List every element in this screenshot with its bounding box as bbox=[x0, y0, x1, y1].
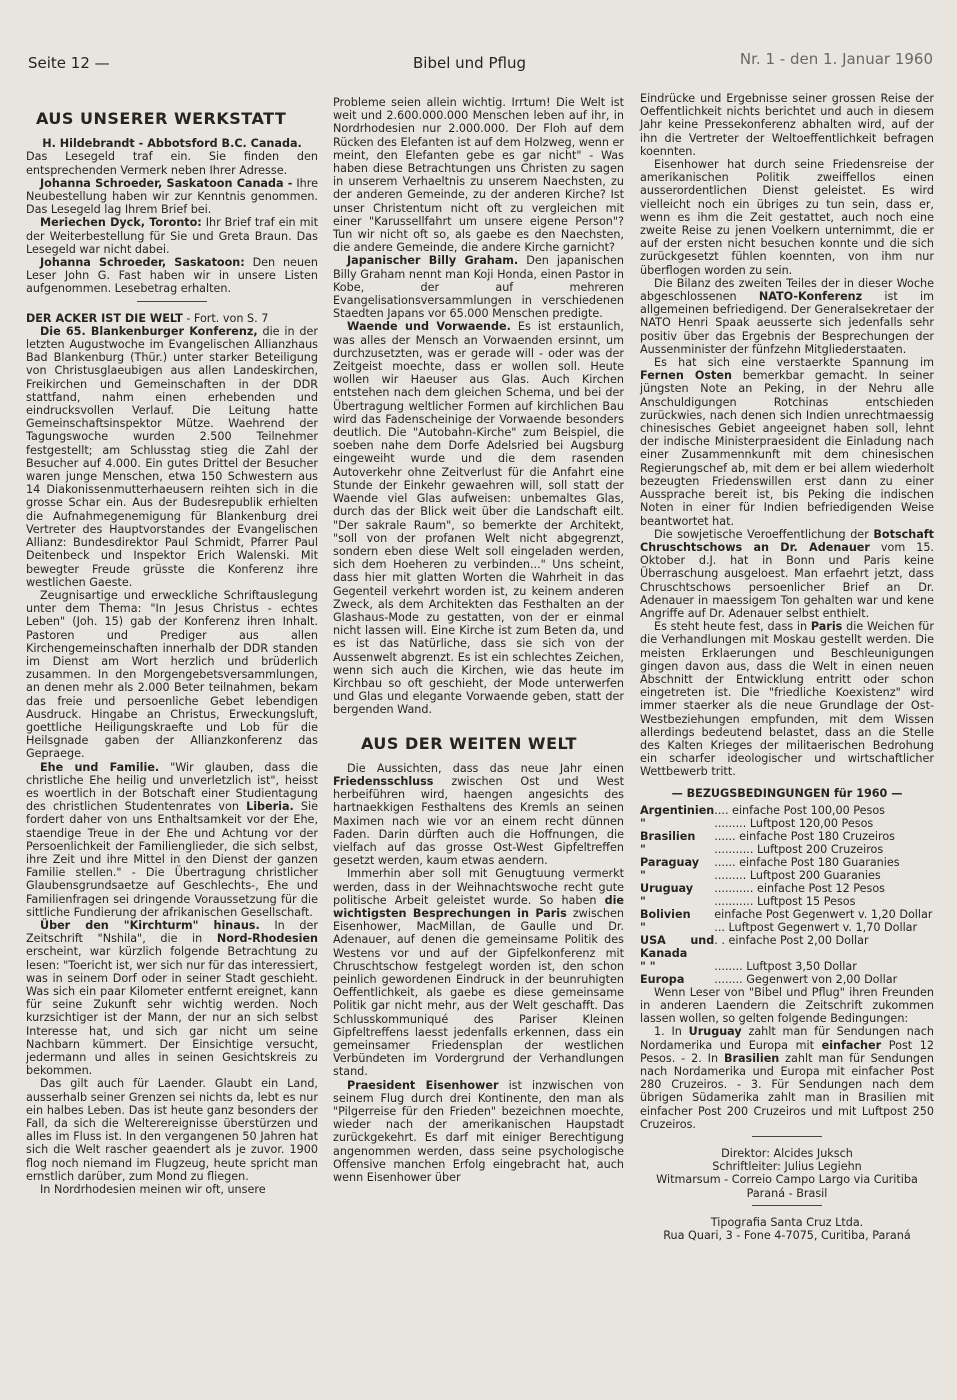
price-country: " bbox=[640, 894, 646, 908]
immerhin-paragraph: Immerhin aber soll mit Genugtuung vermerkt werden, dass in der Weihnachtswoche recht gute politische Arbeit geleistet wurde. So haben die wichtigsten Besprechungen in Paris zwischen Eisenhower, MacMillan, de Gaulle und Dr. Adenauer, auf denen die gemeinsame Politik des Westens vor und auf der Gipfelkonferenz mit Chruschtschow festgelegt worden ist, den schon peinlich gewordenen Eindruck in der beunruhigten Oeffentlichkeit, als gaebe es diese gemeinsame Politik gar nicht mehr, aus der Welt geschafft. Das Schlusskommuniqué des Pariser Kleinen Gipfeltreffens laesst jedenfalls erkennen, dass ein gemeinsamer Friedensplan der westlichen Verbündeten im Vordergrund der Verhandlungen stand. bbox=[333, 867, 625, 1079]
director-line: Direktor: Alcides Juksch bbox=[721, 1147, 853, 1160]
billy-graham-paragraph: Japanischer Billy Graham. Den japanischen Billy Graham nennt man Koji Honda, einen Pastor in Kobe, der auf mehreren Evangelisationsversammlungen in verschiedenen Staedten Japans vor 65.000 Menschen predigte. bbox=[333, 254, 625, 321]
price-country: Argentinien bbox=[640, 803, 715, 817]
address-line-2: Paraná - Brasil bbox=[746, 1186, 828, 1200]
blankenburg-paragraph: Die 65. Blankenburger Konferenz, die in der letzten Augustwoche im Evangelischen Allianzhaus Bad Blankenburg (Thür.) unter starker Beteiligung von Christusglaeubigen aus allen Landeskirchen, Freikirchen und Gemeinschaften in der DDR stattfand, nahm einen erhebenden und eindrucksvollen Verlauf. Die Leitung hatte Gemeinschaftsinspektor Mütze. Waehrend der Tagungswoche wurden 2.500 Teilnehmer festgestellt; am Schlusstag stieg die Zahl der Besucher auf 4.000. Ein gutes Drittel der Besucher waren junge Menschen, etwa 150 Schwestern aus 14 Diakonissenmutterhaeusern reihten sich in die grosse Schar ein. Aus der Budesrepublik erhielten die Aufnahmegenemigung für Blankenburg drei Vertreter des Hauptvorstandes der Evangelischen Allianz: Bundesdirektor Paul Schmidt, Pfarrer Paul Deitenbeck und Inspektor Erich Walenski. Mit bewegter Freude grüsste die Konferenz ihre westlichen Gaeste. bbox=[26, 324, 319, 589]
issue-date: Nr. 1 - den 1. Januar 1960 bbox=[739, 50, 933, 68]
conditions-paragraph: 1. In Uruguay zahlt man für Sendungen nach Nordamerika und Europa mit einfacher Post 12 Pesos. - 2. In Brasilien zahlt man für Sendungen nach Nordamerika und Europa mit einfacher Post 280 Cruzeiros. - 3. Für Sendungen nach dem übrigen Südamerika zahlt man in Brasilien mit einfacher Post 200 Cruzeiros und mit Luftpost 250 Cruzeiros. bbox=[640, 1025, 935, 1131]
price-text: ........ Gegenwert von 2,00 Dollar bbox=[714, 972, 898, 986]
page-number: Seite 12 — bbox=[28, 54, 110, 72]
separator-line bbox=[752, 1205, 822, 1206]
price-row bbox=[640, 830, 934, 843]
column-3 bbox=[640, 92, 934, 1242]
price-country: USA und Kanada bbox=[640, 933, 715, 960]
section-title-werkstatt: AUS UNSERER WERKSTATT bbox=[36, 109, 287, 128]
price-text: ........... Luftpost 200 Cruzeiros bbox=[714, 842, 884, 856]
acker-heading: DER ACKER IST DIE WELT - Fort. von S. 7 bbox=[26, 311, 269, 325]
price-country: Europa bbox=[640, 972, 685, 986]
botschaft-paragraph: Die sowjetische Veroeffentlichung der Botschaft Chruschtschows an Dr. Adenauer vom 15. Oktober d.J. hat in Bonn und Paris keine Überraschung ausgeloest. Man erfaehrt jetzt, dass Chruschtschows persoenlicher Brief an Dr. Adenauer in maessigem Ton gehalten war und kene Angriffe auf Dr. Adenauer selbst enthielt. bbox=[640, 527, 934, 620]
column-1 bbox=[26, 96, 318, 1196]
editor-line: Schriftleiter: Julius Legiehn bbox=[712, 1160, 862, 1174]
price-text: ........ Luftpost 3,50 Dollar bbox=[714, 959, 857, 973]
price-text: ......... Luftpost 120,00 Pesos bbox=[714, 816, 874, 830]
praesident-paragraph: Praesident Eisenhower ist inzwischen von seinem Flug durch drei Kontinente, den man als "Pilgerreise für den Frieden" bezeichnen moechte, wieder nach der amerikanischen Haupstadt zurückgekehrt. Es darf mit einiger Berechtigung angenommen werden, dass seine psychologische Offensive manchen Erfolg eingebracht hat, auch wenn Eisenhower über bbox=[333, 1078, 624, 1185]
leser-paragraph: Wenn Leser von "Bibel und Pflug" ihren Freunden in anderen Laendern die Zeitschrift zukommen lassen wollen, so gelten folgende Bedingungen: bbox=[640, 985, 934, 1026]
price-text: ... Luftpost Gegenwert v. 1,70 Dollar bbox=[714, 920, 918, 934]
waende-paragraph: Waende und Vorwaende. Es ist erstaunlich, was alles der Mensch an Vorwaenden ersinnt, um durchzusetzten, was er gerade will - oder was der Zeitgeist moechte, dass er wollen soll. Heute wollen wir Haeuser aus Glas. Auch Kirchen entstehen nach dem gleichen Schema, und bei der Übertragung weltlicher Formen auf kirchlichen Bau wird das Fadenscheinige der Vorwaende besonders deutlich. Die "Autobahn-Kirche" zum Beispiel, die soeben nahe dem Dorfe Adelsried bei Augsburg eingeweiht wurde und die dem rasenden Autoverkehr ohne Zeitverlust für die Anfahrt eine Stunde der Einkehr gewaehren will, soll statt der Waende viel Glas aufweisen: unbemaltes Glas, durch das der Blick weit über die Landschaft eilt. "Der sakrale Raum", so bemerkte der Architekt, "soll von der profanen Welt nicht abgegrenzt, sondern eben diese Welt soll eingeladen werden, sich dem Hoeheren zu verbinden..." Uns scheint, dass hier mit glatten Worten die Wahrheit in das Gegenteil verkehrt worden ist, zu keinem anderen Zweck, als dem Architekten das Festhalten an der Glashaus-Mode zu gestatten, von der er einmal nicht lassen will. Eine Kirche ist zum Beten da, und es ist das Natürliche, dass sie sich von der Aussenwelt abgrenzt. Es ist ein schlechtes Zeichen, wenn sich auch die Kirchen, wie das heute im Kirchbau so oft geschieht, der Mode unterwerfen und Glas und elegante Vorwaende geben, statt der bergenden Wand. bbox=[333, 320, 624, 717]
price-country: Uruguay bbox=[640, 881, 694, 895]
section-title-weiten-welt: AUS DER WEITEN WELT bbox=[361, 733, 577, 753]
separator-line bbox=[752, 1136, 822, 1137]
price-country: Brasilien bbox=[640, 829, 696, 843]
price-row bbox=[640, 934, 934, 960]
eisenhower-paragraph: Eisenhower hat durch seine Friedensreise der amerikanischen Politik zweiffellos einen ausserordentlichen Dienst geleistet. Es wird vielleicht noch ein übriges zu tun sein, dass er, wenn es ihm die Zeit gestattet, auch noch eine zweite Reise zu jenen Voelkern unternimmt, die er auf der ersten nicht besuchen konnte und die sich zurückgesetzt fühlen koennten, von ihm nur überflogen worden zu sein. bbox=[640, 158, 934, 277]
entry-2: Johanna Schroeder, Saskatoon Canada - Ihre Neubestellung haben wir zur Kenntnis genommen. Das Lesegeld lag Ihrem Brief bei. bbox=[26, 176, 318, 217]
publication-title: Bibel und Pflug bbox=[413, 54, 526, 72]
price-text: einfache Post Gegenwert v. 1,20 Dollar bbox=[714, 907, 933, 921]
price-row bbox=[640, 973, 934, 986]
price-row bbox=[640, 960, 934, 973]
price-country: " " bbox=[640, 959, 656, 973]
nordrhodesien-paragraph: In Nordrhodesien meinen wir oft, unsere bbox=[40, 1183, 266, 1197]
price-country: Bolivien bbox=[640, 907, 691, 921]
price-country: " bbox=[640, 868, 646, 882]
price-row bbox=[640, 908, 934, 921]
price-row bbox=[640, 869, 934, 882]
price-row bbox=[640, 882, 934, 895]
price-row bbox=[640, 856, 934, 869]
price-row bbox=[640, 804, 934, 817]
entry-1-text: Das Lesegeld traf ein. Sie finden den entsprechenden Vermerk neben Ihrer Adresse. bbox=[26, 150, 318, 177]
kirchturm-paragraph: Über den "Kirchturm" hinaus. In der Zeitschrift "Nshila", die in Nord-Rhodesien erscheint, war kürzlich folgende Betrachtung zu lesen: "Toericht ist, wer sich nur für das interessiert, was in seinem Dorf oder in seiner Stadt geschieht. Was sich ein paar Kilometer entfernt ereignet, kann für seine Zukunft sehr wichtig werden. Noch kurzsichtiger ist der Mann, der nur an sich selbst Interesse hat, und sich gar nicht um seine Nachbarn kümmert. Der Einsichtige versucht, jedermann und alles in seinen Gesichtskreis zu bekommen. bbox=[26, 918, 318, 1078]
ehe-paragraph: Ehe und Familie. "Wir glauben, dass die christliche Ehe heilig und unverletzlich ist", heisst es woertlich in der Botschaft einer Studientagung des christlichen Studentenrates von Liberia. Sie fordert daher von uns Enthaltsamkeit vor der Ehe, staendige Treue in der Ehe und Achtung vor der Persoenlichkeit der Familienglieder, die sich selbst, ihre Zeit und ihre Mittel in den Dienst der ganzen Familie stellen." - Die Übertragung christlicher Glaubensgrundsaetze auf Geschlechts-, Ehe und Familienfragen sei dringende Voraussetzung für die sittliche Fundierung der afrikanischen Gesellschaft. bbox=[26, 760, 319, 919]
price-row bbox=[640, 921, 934, 934]
column-2 bbox=[333, 96, 624, 1184]
land-paragraph: Das gilt auch für Laender. Glaubt ein Land, ausserhalb seiner Grenzen sei nichts da, lebt es nur ein halbes Leben. Das ist heute ganz besonders der Fall, da sich die Welterereignisse überstürzen und alles im Fluss ist. In den vergangenen 50 Jahren hat sich die Welt rascher geaendert als je zuvor. 1900 flog noch niemand im Flugzeug, heute spricht man ernstlich darüber, zum Mond zu fliegen. bbox=[26, 1077, 318, 1183]
printer-line-1: Tipografia Santa Cruz Ltda. bbox=[710, 1215, 864, 1229]
nato-paragraph: Die Bilanz des zweiten Teiles der in dieser Woche abgeschlossenen NATO-Konferenz ist im allgemeinen befriedigend. Der Generalsekretaer der NATO Henri Spaak aeusserte sich jedenfalls sehr positiv über das Ergebnis der Besprechungen der Aussenminister der fünfzehn Mitgliederstaaten. bbox=[640, 276, 935, 356]
price-country: " bbox=[640, 920, 646, 934]
price-text: ........... Luftpost 15 Pesos bbox=[714, 894, 856, 908]
printer-line-2: Rua Quari, 3 - Fone 4-7075, Curitiba, Paraná bbox=[663, 1229, 911, 1243]
price-text: .... einfache Post 100,00 Pesos bbox=[714, 803, 886, 817]
price-country: " bbox=[640, 842, 646, 856]
price-row bbox=[640, 895, 934, 908]
price-row bbox=[640, 843, 934, 856]
zeugnis-paragraph: Zeugnisartige und erweckliche Schriftauslegung unter dem Thema: "In Jesus Christus - echtes Leben" (Joh. 15) gab der Konferenz ihren Inhalt. Pastoren und Prediger aus allen Kirchengemeinschaften innerhalb der DDR standen im Dienst am Wort herzlich und brüderlich zusammen. In den Morgengebetsversammlungen, an denen mehr als 2.000 Beter teilnahmen, bekam das freie und persoenliche Gebet lebendigen Ausdruck. Hingabe an Christus, Erweckungsluft, goettliche Heiligungskraefte und Lob für die Heilsgnade gaben der Allianzkonferenz das Gepraege. bbox=[26, 588, 318, 761]
price-country: Paraguay bbox=[640, 855, 699, 869]
price-text: ...... einfache Post 180 Guaranies bbox=[714, 855, 900, 869]
price-text: ........... einfache Post 12 Pesos bbox=[714, 881, 885, 895]
aussichten-paragraph: Die Aussichten, dass das neue Jahr einen Friedensschluss zwischen Ost und West herbeiführen wird, haengen angesichts des hartnaekkigen Festhaltens des Kremls an seinen Maximen nach wie vor an einem recht dünnen Faden. Darin dürften auch die Hoffnungen, die vielfach auf das grosse Ost-West Gipfeltreffen gesetzt werden, kaum etwas aendern. bbox=[333, 761, 624, 868]
price-text: ...... einfache Post 180 Cruzeiros bbox=[714, 829, 895, 843]
price-text: ......... Luftpost 200 Guaranies bbox=[714, 868, 881, 882]
entry-1-name: H. Hildebrandt - Abbotsford B.C. Canada. bbox=[42, 137, 302, 151]
price-text: . . einfache Post 2,00 Dollar bbox=[714, 933, 869, 947]
address-line-1: Witmarsum - Correio Campo Largo via Curitiba bbox=[656, 1173, 918, 1187]
fernen-osten-paragraph: Es hat sich eine verstaerkte Spannung im Fernen Osten bemerkbar gemacht. In seiner jüngsten Note an Peking, in der Nehru alle Anschuldigungen Rotchinas entschieden zurückwies, nach denen sich Indien unrechtmaessig chinesisches Gebiet angeeignet haben soll, lehnt der indische Ministerpraesident die Einladung nach einer Zusammennkunft mit dem chinesischen Regierungschef ab, mit dem er bei allem wiederholt bezeugten Friedenswillen erst dann zu einer Aussprache bereit ist, bis Peking die indischen Noten in einer für Indien befriedigenden Weise beantwortet hat. bbox=[640, 356, 934, 528]
paris-paragraph: Es steht heute fest, dass in Paris die Weichen für die Verhandlungen mit Moskau gestellt werden. Die meisten Erklaerungen und Beschleunigungen gingen davon aus, dass die Welt in einen neuen Abschnitt der Entwicklung entritt oder schon eingetreten ist. Die "friedliche Koexistenz" wird immer staerker als die neue Grundlage der Ost-Westbeziehungen empfunden, mit dem Wissen allerdings bedeutend belastet, dass an die Stelle des Kalten Krieges der militaerischen Bedrohung ein scharfer ideologischer und wirtschaftlicher Wettbewerb tritt. bbox=[640, 620, 934, 779]
price-country: " bbox=[640, 816, 646, 830]
entry-3: Meriechen Dyck, Toronto: Ihr Brief traf ein mit der Weiterbestellung für Sie und Greta Braun. Das Lesegeld war nicht dabei. bbox=[26, 216, 318, 256]
eindruecke-paragraph: Eindrücke und Ergebnisse seiner grossen Reise der Oeffentlichkeit nichts berichtet und auch in diesem Jahr keine Pressekonferenz abhalten wird, auf der ihn die Vertreter der Weltoeffentlichkeit befragen koennten. bbox=[640, 92, 934, 158]
price-table bbox=[640, 804, 934, 986]
price-row bbox=[640, 817, 934, 830]
page-header bbox=[28, 50, 933, 80]
bezugsbedingungen-title: — BEZUGSBEDINGUNGEN für 1960 — bbox=[671, 786, 903, 800]
separator-line bbox=[137, 301, 207, 302]
entry-4: Johanna Schroeder, Saskatoon: Den neuen Leser John G. Fast haben wir in unsere Listen aufgenommen. Lesebetrag erhalten. bbox=[26, 256, 319, 296]
probleme-paragraph: Probleme seien allein wichtig. Irrtum! Die Welt ist weit und 2.600.000.000 Menschen leben auf ihr, in Nordrhodesien nur 2.000.000. Der Floh auf dem Rücken des Elefanten ist auf dem Holzweg, wenn er meint, den Elefanten gebe es gar nicht" - Was haben diese Betrachtungen uns Christen zu sagen in unserem Verhaeltnis zu unserem Naechsten, zu der anderen Gemeinde, zu der anderen Kirche? Ist unser Christentum nicht oft zu vergleichen mit einer "Karussellfahrt um unsere eigene Person"? Tun wir nicht oft so, als gaebe es den Naechsten, die andere Gemeinde, die andere Kirche garnicht? bbox=[333, 96, 624, 255]
